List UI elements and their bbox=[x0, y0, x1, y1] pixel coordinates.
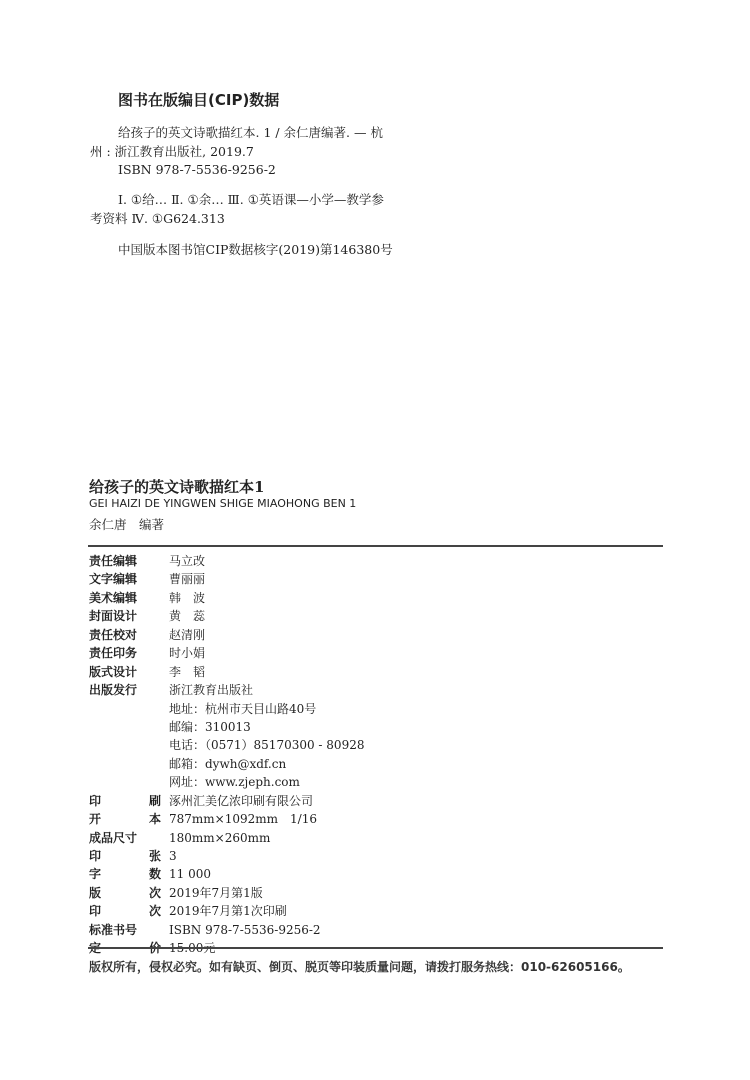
book-title: 给孩子的英文诗歌描红本1 bbox=[89, 478, 265, 496]
detail-label: 责任印务 bbox=[89, 646, 138, 661]
divider bbox=[88, 545, 663, 547]
cip-title: 图书在版编目(CIP)数据 bbox=[118, 91, 280, 109]
detail-value: 网址：www.zjeph.com bbox=[169, 775, 300, 790]
detail-value: 11 000 bbox=[169, 867, 211, 882]
detail-value: 电话：（0571）85170300 - 80928 bbox=[169, 738, 365, 753]
detail-row bbox=[89, 644, 364, 662]
detail-value: ISBN 978-7-5536-9256-2 bbox=[169, 922, 321, 937]
detail-row bbox=[89, 681, 364, 699]
detail-label: 印 次 bbox=[89, 904, 161, 919]
detail-row bbox=[89, 773, 364, 791]
detail-row bbox=[89, 700, 364, 718]
detail-label: 标准书号 bbox=[89, 922, 138, 937]
detail-row bbox=[89, 755, 364, 773]
detail-row bbox=[89, 589, 364, 607]
detail-value: 涿州汇美亿浓印刷有限公司 bbox=[169, 793, 314, 808]
detail-value: 邮编：310013 bbox=[169, 719, 251, 734]
detail-label: 印 张 bbox=[89, 849, 161, 863]
detail-label: 开 本 bbox=[89, 812, 161, 827]
detail-label: 版式设计 bbox=[89, 664, 138, 679]
detail-row bbox=[89, 792, 364, 810]
detail-value: 2019年7月第1次印刷 bbox=[169, 904, 287, 919]
detail-row bbox=[89, 921, 364, 939]
detail-label: 责任编辑 bbox=[89, 554, 138, 568]
detail-value: 15.00元 bbox=[169, 941, 216, 956]
detail-label: 责任校对 bbox=[89, 627, 138, 642]
cip-classification: Ⅰ. ①给… Ⅱ. ①余… Ⅲ. ①英语课—小学—教学参 bbox=[118, 192, 384, 207]
detail-label: 印 刷 bbox=[89, 793, 161, 808]
detail-label: 美术编辑 bbox=[89, 590, 138, 605]
detail-label: 定 价 bbox=[89, 941, 161, 956]
cip-line: 州 : 浙江教育出版社, 2019.7 bbox=[90, 143, 254, 159]
detail-label: 文字编辑 bbox=[89, 572, 138, 587]
detail-value: 787mm×1092mm 1/16 bbox=[169, 812, 317, 827]
detail-label bbox=[89, 700, 169, 718]
detail-row bbox=[89, 865, 364, 883]
detail-row bbox=[89, 884, 364, 902]
detail-value: 黄 蕊 bbox=[169, 609, 206, 624]
detail-row bbox=[89, 570, 364, 588]
divider bbox=[88, 947, 663, 949]
detail-row bbox=[89, 847, 364, 865]
detail-row bbox=[89, 810, 364, 828]
cip-number: 中国版本图书馆CIP数据核字(2019)第146380号 bbox=[118, 242, 393, 257]
detail-label: 成品尺寸 bbox=[89, 830, 138, 845]
detail-row bbox=[89, 736, 364, 754]
detail-label: 封面设计 bbox=[89, 609, 138, 624]
detail-row bbox=[89, 607, 364, 625]
detail-value: 马立改 bbox=[169, 554, 206, 568]
detail-row bbox=[89, 663, 364, 681]
detail-value: 2019年7月第1版 bbox=[169, 885, 263, 900]
detail-label: 字 数 bbox=[89, 867, 161, 882]
detail-value: 邮箱：dywh@xdf.cn bbox=[169, 756, 287, 771]
detail-value: 时小娟 bbox=[169, 646, 206, 661]
cip-classification-cont: 考资料 Ⅳ. ①G624.313 bbox=[90, 210, 225, 226]
publication-details bbox=[89, 552, 364, 958]
book-pinyin: GEI HAIZI DE YINGWEN SHIGE MIAOHONG BEN 1 bbox=[89, 497, 357, 510]
detail-label bbox=[89, 718, 169, 736]
detail-value: 浙江教育出版社 bbox=[169, 683, 254, 698]
detail-row bbox=[89, 626, 364, 644]
cip-line: 给孩子的英文诗歌描红本. 1 / 余仁唐编著. — 杭 bbox=[118, 125, 383, 140]
detail-value: 180mm×260mm bbox=[169, 830, 271, 845]
detail-value: 3 bbox=[169, 849, 177, 863]
detail-value: 曹丽丽 bbox=[169, 572, 206, 587]
detail-label bbox=[89, 736, 169, 754]
detail-label: 出版发行 bbox=[89, 683, 138, 698]
detail-value: 韩 波 bbox=[169, 590, 206, 605]
cip-isbn: ISBN 978-7-5536-9256-2 bbox=[118, 162, 276, 177]
detail-value: 地址：杭州市天目山路40号 bbox=[169, 701, 317, 716]
detail-row bbox=[89, 902, 364, 920]
detail-row bbox=[89, 718, 364, 736]
detail-label bbox=[89, 755, 169, 773]
detail-value: 李 韬 bbox=[169, 664, 206, 679]
detail-value: 赵清刚 bbox=[169, 627, 206, 642]
detail-row bbox=[89, 552, 364, 570]
detail-row bbox=[89, 829, 364, 847]
detail-label: 版 次 bbox=[89, 885, 161, 900]
detail-label bbox=[89, 773, 169, 791]
book-author: 余仁唐 编著 bbox=[89, 517, 165, 532]
copyright-notice: 版权所有，侵权必究。如有缺页、倒页、脱页等印装质量问题，请拨打服务热线：010-62605166。 bbox=[89, 960, 630, 974]
